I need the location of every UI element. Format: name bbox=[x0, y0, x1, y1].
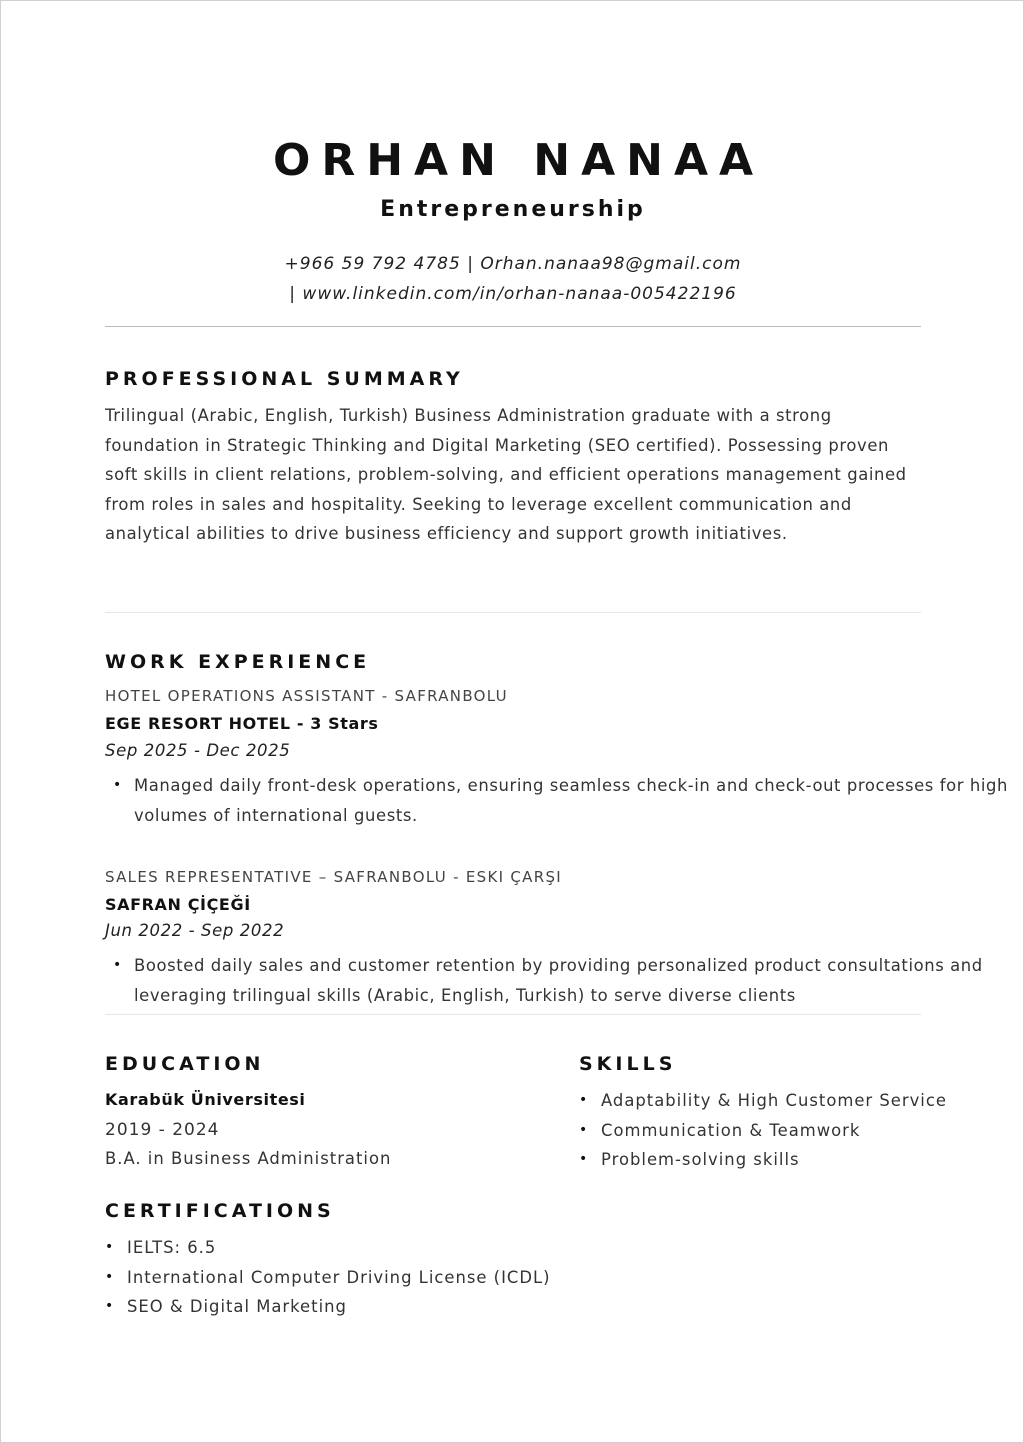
bullet-icon: • bbox=[579, 1121, 589, 1138]
certifications-heading: CERTIFICATIONS bbox=[105, 1200, 335, 1222]
bullet-icon: • bbox=[105, 1298, 115, 1315]
list-item bbox=[105, 1292, 551, 1322]
education-degree: B.A. in Business Administration bbox=[105, 1149, 392, 1168]
job-title-2: SALES REPRESENTATIVE – SAFRANBOLU - ESKI ÇARŞI bbox=[105, 868, 562, 886]
skill-label: Problem-solving skills bbox=[601, 1150, 800, 1170]
certification-label: International Computer Driving License (ICDL) bbox=[127, 1267, 551, 1287]
bullet-icon: • bbox=[113, 957, 122, 973]
job-title-1: HOTEL OPERATIONS ASSISTANT - SAFRANBOLU bbox=[105, 687, 508, 705]
job-dates-2: Jun 2022 - Sep 2022 bbox=[105, 921, 285, 940]
list-item bbox=[579, 1145, 947, 1175]
list-item bbox=[579, 1116, 947, 1146]
job-bullet-text-2: Boosted daily sales and customer retention by providing personalized product consultations and leveraging trilingual skills (Arabic, English, Turkish) to serve diverse clients bbox=[134, 956, 983, 1005]
education-years: 2019 - 2024 bbox=[105, 1120, 220, 1140]
bullet-icon: • bbox=[105, 1268, 115, 1285]
education-heading: EDUCATION bbox=[105, 1053, 265, 1075]
job-bullet-text-1: Managed daily front-desk operations, ensuring seamless check-in and check-out processes for high volumes of international guests. bbox=[134, 776, 1008, 825]
certification-label: IELTS: 6.5 bbox=[127, 1238, 217, 1257]
list-item bbox=[105, 1263, 551, 1293]
bullet-icon: • bbox=[105, 1239, 115, 1255]
summary-heading: PROFESSIONAL SUMMARY bbox=[105, 368, 464, 390]
job-bullet-1 bbox=[113, 771, 1014, 830]
skill-label: Communication & Teamwork bbox=[601, 1120, 861, 1140]
job-dates-1: Sep 2025 - Dec 2025 bbox=[105, 741, 291, 760]
bullet-icon: • bbox=[113, 777, 122, 793]
job-bullet-2 bbox=[113, 951, 1014, 1010]
education-school: Karabük Üniversitesi bbox=[105, 1090, 306, 1109]
contact-linkedin: | www.linkedin.com/in/orhan-nanaa-005422196 bbox=[289, 284, 737, 304]
experience-divider bbox=[105, 1014, 921, 1015]
candidate-title: Entrepreneurship bbox=[380, 197, 646, 222]
candidate-name: ORHAN NANAA bbox=[272, 135, 765, 186]
experience-heading: WORK EXPERIENCE bbox=[105, 651, 371, 673]
skills-heading: SKILLS bbox=[579, 1053, 677, 1075]
contact-phone-email: +966 59 792 4785 | Orhan.nanaa98@gmail.com bbox=[284, 254, 742, 274]
certification-label: SEO & Digital Marketing bbox=[127, 1297, 347, 1317]
certifications-list bbox=[105, 1233, 551, 1322]
company-2: SAFRAN ÇİÇEĞİ bbox=[105, 895, 251, 914]
summary-text: Trilingual (Arabic, English, Turkish) Business Administration graduate with a strong foundation in Strategic Thinking and Digital Marketing (SEO certified). Possessing proven soft skills in client relations, problem-solving, and efficient operations management gained from roles in sales and hospitality. Seeking to leverage excellent communication and analytical abilities to drive business efficiency and support growth initiatives. bbox=[105, 406, 907, 544]
skill-label: Adaptability & High Customer Service bbox=[601, 1091, 947, 1110]
list-item bbox=[105, 1233, 551, 1263]
company-1: EGE RESORT HOTEL - 3 Stars bbox=[105, 714, 379, 733]
header-divider bbox=[105, 326, 921, 327]
skills-list bbox=[579, 1086, 947, 1175]
list-item bbox=[579, 1086, 947, 1116]
bullet-icon: • bbox=[579, 1092, 589, 1108]
summary-divider bbox=[105, 612, 921, 613]
bullet-icon: • bbox=[579, 1151, 589, 1168]
